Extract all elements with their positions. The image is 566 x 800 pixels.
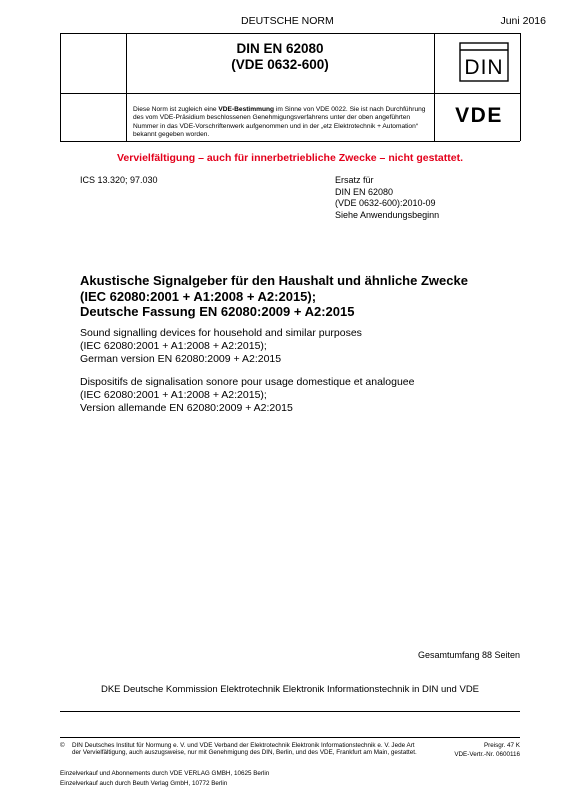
price-group: Preisgr. 47 K: [483, 742, 520, 749]
total-pages: Gesamtumfang 88 Seiten: [417, 650, 520, 660]
ics-code: ICS 13.320; 97.030: [80, 175, 158, 185]
header-bottom-rule: [60, 141, 520, 142]
copyright-symbol: ©: [60, 742, 65, 749]
sales-info-2: Einzelverkauf auch durch Beuth Verlag GmbH, 10772 Berlin: [60, 780, 228, 787]
footer-rule-2: [60, 737, 520, 738]
vde-number: (VDE 0632-600): [231, 57, 329, 72]
standard-number-block: [130, 41, 430, 73]
copyright-notice: © DIN Deutsches Institut für Normung e. V. und VDE Verband der Elektrotechnik Elektronik Informationstechnik e. V. Jede Art der Vervielfältigung, auch auszugsweise, nur mit Genehmigung des DIN, Berlin, und des VDE, Frankfurt am Main, gestattet.: [60, 742, 417, 757]
header-divider: [60, 93, 520, 94]
vde-notice-bold: VDE-Bestimmung: [218, 106, 275, 113]
header-inner-left-border: [126, 33, 127, 141]
price-info: [454, 742, 520, 759]
title-french: Dispositifs de signalisation sonore pour usage domestique et analoguee (IEC 62080:2001 + A1:2008 + A2:2015); Version allemande EN 62080:2009 + A2:2015: [80, 376, 415, 414]
top-rule: [60, 33, 520, 34]
issue-date: Juni 2016: [500, 15, 546, 27]
din-logo: [459, 42, 509, 82]
vde-logo: [446, 103, 512, 125]
reproduction-notice: Vervielfältigung – auch für innerbetriebliche Zwecke – nicht gestattet.: [116, 152, 463, 164]
header-inner-right-border: [434, 33, 435, 141]
title-german: Akustische Signalgeber für den Haushalt und ähnliche Zwecke (IEC 62080:2001 + A1:2008 + A2:2015); Deutsche Fassung EN 62080:2009 + A2:2015: [80, 273, 468, 319]
vde-logo-text: VDE: [455, 104, 503, 125]
footer-rule-1: [60, 711, 520, 712]
norm-label: DEUTSCHE NORM: [241, 15, 334, 27]
vde-notice: Diese Norm ist zugleich eine VDE-Bestimmung im Sinne von VDE 0022. Sie ist nach Durchführung des vom VDE-Präsidium beschlossenen Genehmigungsverfahrens unter der oben angeführten Nummer in das VDE-Vorschriftenwerk aufgenommen und in der „etz Elektrotechnik + Automation“ bekannt gegeben worden.: [133, 106, 426, 139]
din-logo-text: DIN: [464, 56, 504, 79]
vde-order-number: VDE-Vertr.-Nr. 0600116: [454, 750, 520, 758]
header-right-border: [520, 33, 521, 141]
standard-number: DIN EN 62080: [236, 41, 324, 56]
title-english: Sound signalling devices for household and similar purposes (IEC 62080:2001 + A1:2008 + A2:2015); German version EN 62080:2009 + A2:2015: [80, 327, 362, 365]
dke-line: DKE Deutsche Kommission Elektrotechnik Elektronik Informationstechnik in DIN und VDE: [100, 684, 480, 695]
sales-info-1: Einzelverkauf und Abonnements durch VDE VERLAG GMBH, 10625 Berlin: [60, 770, 270, 777]
replacement-info: Ersatz für DIN EN 62080 (VDE 0632-600):2010-09 Siehe Anwendungsbeginn: [335, 175, 440, 220]
header-left-border: [60, 33, 61, 141]
